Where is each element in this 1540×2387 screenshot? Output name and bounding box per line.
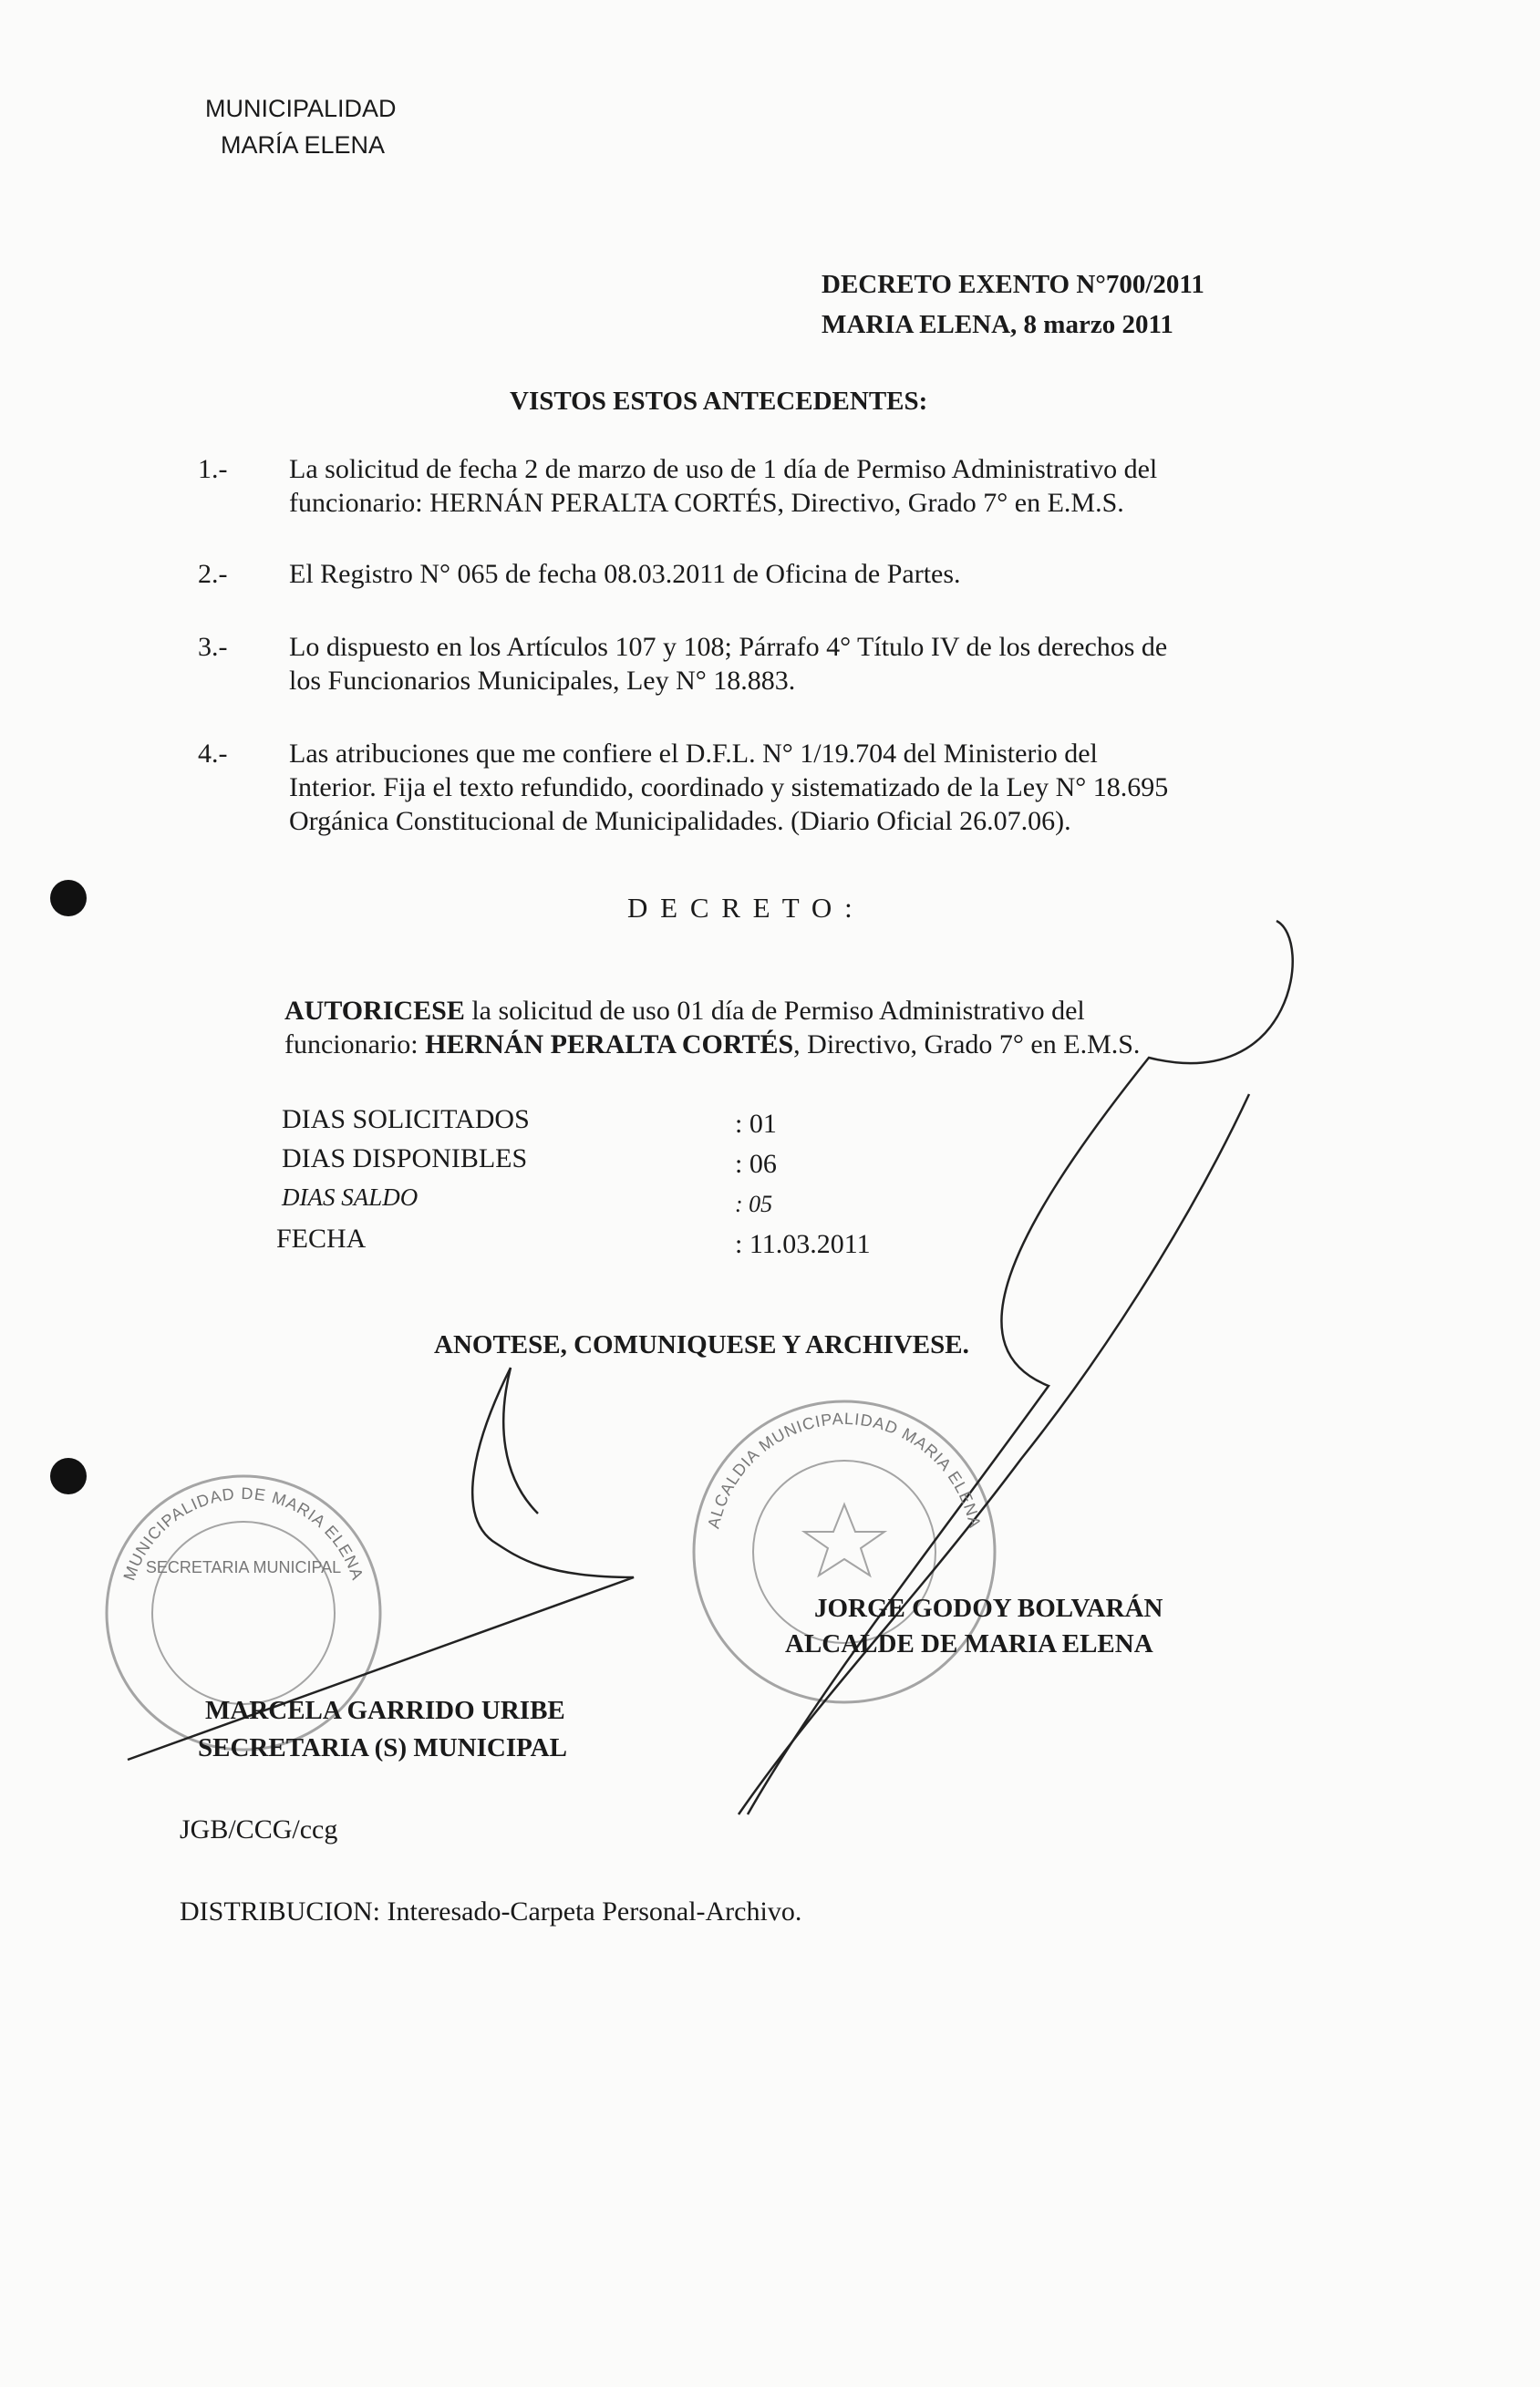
resolution-text: la solicitud de uso 01 día de Permiso Administrativo del bbox=[464, 996, 1085, 1026]
row-label: DIAS SALDO bbox=[282, 1183, 419, 1211]
row-value: : 01 bbox=[735, 1109, 777, 1139]
secretary-seal-text bbox=[109, 1477, 378, 1618]
item-line: La solicitud de fecha 2 de marzo de uso de 1 día de Permiso Administrativo del bbox=[289, 454, 1158, 484]
item-number: 2.- bbox=[198, 559, 228, 589]
decree-number: DECRETO EXENTO N°700/2011 bbox=[822, 270, 1204, 299]
seal-ring-text: MUNICIPALIDAD DE MARIA ELENA bbox=[119, 1483, 367, 1583]
secretary-title: SECRETARIA (S) MUNICIPAL bbox=[198, 1733, 567, 1762]
item-number: 3.- bbox=[198, 632, 228, 662]
initials: JGB/CCG/ccg bbox=[180, 1814, 338, 1844]
vistos-title: VISTOS ESTOS ANTECEDENTES: bbox=[510, 387, 928, 416]
row-value: : 05 bbox=[735, 1191, 773, 1217]
closing-line: ANOTESE, COMUNIQUESE Y ARCHIVESE. bbox=[434, 1330, 969, 1359]
resolution-text: , Directivo, Grado 7° en E.M.S. bbox=[793, 1029, 1141, 1059]
org-city: MARÍA ELENA bbox=[221, 131, 386, 159]
item-line: los Funcionarios Municipales, Ley N° 18.883. bbox=[289, 666, 796, 696]
decreto-title: D E C R E T O : bbox=[627, 892, 855, 924]
item-line: Interior. Fija el texto refundido, coordinado y sistematizado de la Ley N° 18.695 bbox=[289, 772, 1169, 802]
mayor-name: JORGE GODOY BOLVARÁN bbox=[814, 1594, 1163, 1623]
svg-text:ALCALDIA MUNICIPALIDAD MARIA E bbox=[704, 1410, 984, 1530]
item-line: Lo dispuesto en los Artículos 107 y 108; Párrafo 4° Título IV de los derechos de bbox=[289, 632, 1168, 662]
item-number: 1.- bbox=[198, 454, 228, 484]
item-line: Las atribuciones que me confiere el D.F.L. N° 1/19.704 del Ministerio del bbox=[289, 739, 1098, 769]
row-value: : 06 bbox=[735, 1149, 777, 1179]
mayor-seal-text bbox=[702, 1404, 989, 1559]
signature-strokes bbox=[128, 921, 1293, 1814]
mayor-title: ALCALDE DE MARIA ELENA bbox=[785, 1629, 1153, 1658]
distribution: DISTRIBUCION: Interesado-Carpeta Personal-Archivo. bbox=[180, 1896, 802, 1927]
employee-name: HERNÁN PERALTA CORTÉS bbox=[425, 1029, 794, 1059]
item-number: 4.- bbox=[198, 739, 228, 769]
resolution-keyword: AUTORICESE bbox=[284, 996, 465, 1026]
row-label: DIAS SOLICITADOS bbox=[282, 1104, 530, 1134]
resolution-text: funcionario: bbox=[284, 1029, 426, 1059]
item-line: El Registro N° 065 de fecha 08.03.2011 de Oficina de Partes. bbox=[289, 559, 961, 589]
seal-ring-text: ALCALDIA MUNICIPALIDAD MARIA ELENA bbox=[704, 1409, 985, 1531]
item-line: Orgánica Constitucional de Municipalidades. (Diario Oficial 26.07.06). bbox=[289, 806, 1071, 836]
seal-center-text: SECRETARIA MUNICIPAL bbox=[145, 1558, 342, 1576]
secretary-name: MARCELA GARRIDO URIBE bbox=[205, 1696, 565, 1725]
row-value: : 11.03.2011 bbox=[735, 1229, 871, 1259]
item-line: funcionario: HERNÁN PERALTA CORTÉS, Directivo, Grado 7° en E.M.S. bbox=[289, 488, 1124, 518]
row-label: DIAS DISPONIBLES bbox=[282, 1143, 528, 1173]
org-name: MUNICIPALIDAD bbox=[205, 95, 397, 122]
decree-place-date: MARIA ELENA, 8 marzo 2011 bbox=[822, 310, 1173, 339]
row-label: FECHA bbox=[276, 1224, 367, 1254]
